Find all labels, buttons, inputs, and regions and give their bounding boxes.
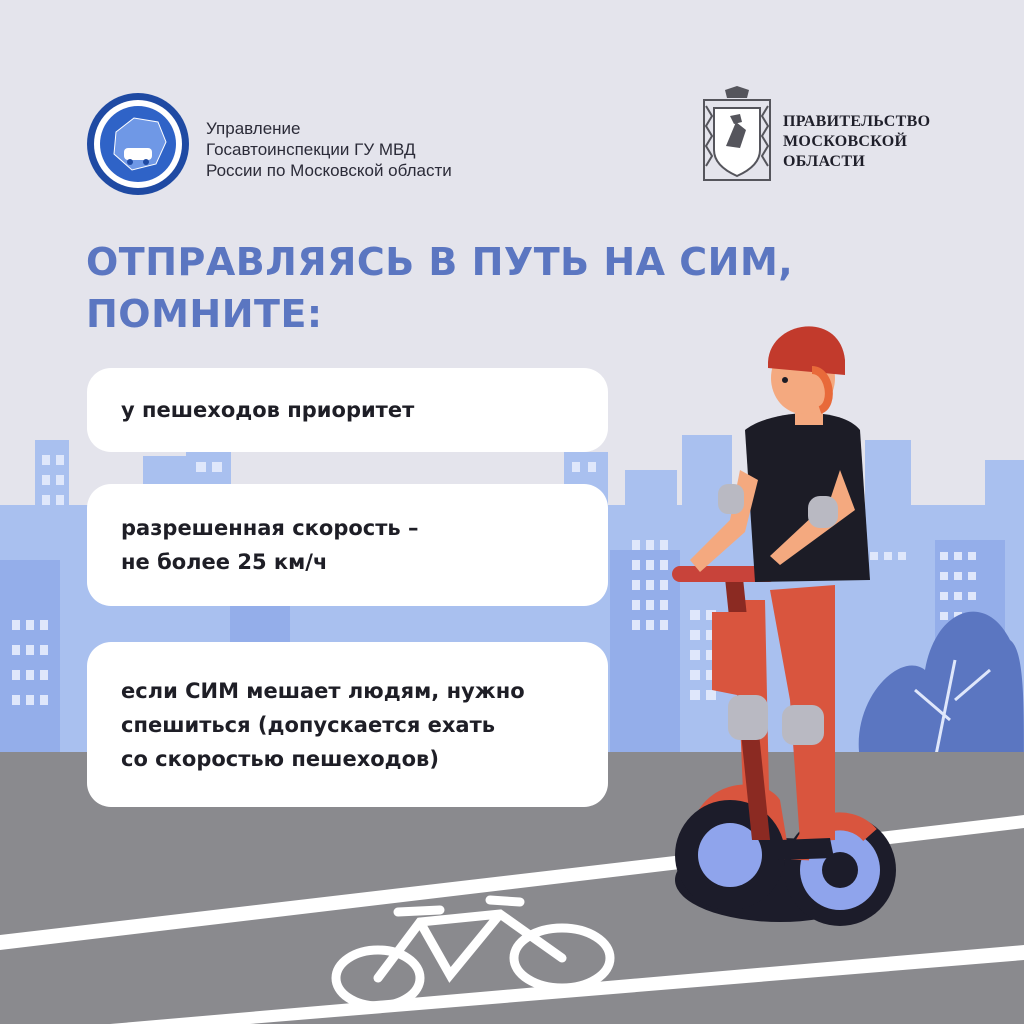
rule-text-line: у пешеходов приоритет <box>121 398 415 422</box>
left-org-line: России по Московской области <box>206 161 452 180</box>
right-org-name <box>783 112 983 172</box>
rule-text-line: не более 25 км/ч <box>121 550 328 574</box>
gosavtoinspektsiya-emblem-icon <box>86 92 190 196</box>
right-org-line: МОСКОВСКОЙ <box>783 133 908 150</box>
left-org-line: Управление <box>206 119 301 138</box>
rule-text-line: разрешенная скорость – <box>121 516 419 540</box>
rule-card-speed-limit <box>87 484 608 606</box>
left-org-line: Госавтоинспекции ГУ МВД <box>206 140 416 159</box>
rule-text-line: спешиться (допускается ехать <box>121 712 496 737</box>
headline <box>86 236 826 340</box>
rider-torso <box>745 413 870 582</box>
right-org-line: ОБЛАСТИ <box>783 153 866 170</box>
rule-card-pedestrian-priority <box>87 368 608 452</box>
right-org-line: ПРАВИТЕЛЬСТВО <box>783 113 931 130</box>
rule-text-line: со скоростью пешеходов) <box>121 746 439 771</box>
moscow-region-coat-of-arms-icon <box>700 86 774 182</box>
rule-text-line: если СИМ мешает людям, нужно <box>121 678 525 703</box>
rule-card-dismount <box>87 642 608 807</box>
headline-line: ОТПРАВЛЯЯСЬ В ПУТЬ НА СИМ, <box>86 240 794 284</box>
left-org-name <box>206 118 506 181</box>
headline-line: ПОМНИТЕ: <box>86 292 323 336</box>
